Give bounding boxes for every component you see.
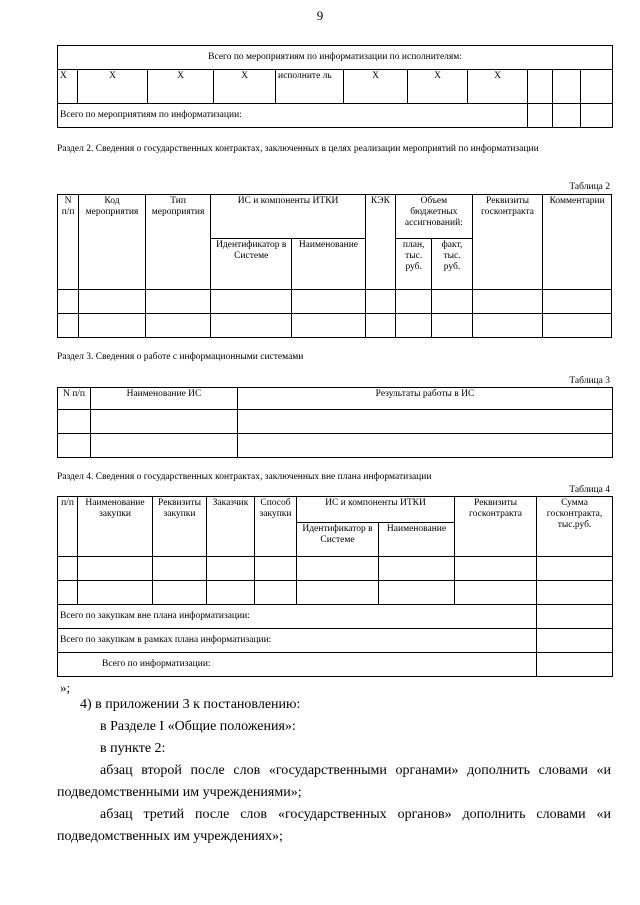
table-cell: X <box>468 70 528 104</box>
table-cell <box>581 70 613 104</box>
table-cell: X <box>58 70 78 104</box>
header-identifier: Идентификатор в Системе <box>297 523 379 557</box>
table-cell: X <box>344 70 408 104</box>
header-type: Тип мероприятия <box>145 195 211 290</box>
amendment-paragraph-2: абзац второй после слов «государственными органами» дополнить словами «и подведомственными им учреждениями»; <box>57 763 611 800</box>
total-row <box>58 629 613 653</box>
header-name: Наименование <box>379 523 455 557</box>
header-n: N п/п <box>58 388 91 410</box>
header-kek: КЭК <box>365 195 395 290</box>
total-row <box>58 605 613 629</box>
table-row <box>58 434 613 458</box>
section-2-title: Раздел 2. Сведения о государственных контрактах, заключенных в целях реализации мероприятий по информатизации <box>57 144 539 154</box>
table-row <box>58 70 613 104</box>
header-method: Способ закупки <box>255 497 297 557</box>
table-cell <box>528 104 553 128</box>
section-4-title: Раздел 4. Сведения о государственных контрактах, заключенных вне плана информатизации <box>57 472 432 482</box>
header-sum: Сумма госконтракта, тыс.руб. <box>537 497 613 557</box>
section-3-title: Раздел 3. Сведения о работе с информационными системами <box>57 352 304 362</box>
table-cell: X <box>78 70 148 104</box>
page-number: 9 <box>316 8 324 23</box>
table-2 <box>57 194 612 338</box>
header-purchase-name: Наименование закупки <box>78 497 153 557</box>
header-identifier: Идентификатор в Системе <box>211 239 292 290</box>
table1-header: Всего по мероприятиям по информатизации по исполнителям: <box>58 46 613 70</box>
table1-total: Всего по мероприятиям по информатизации: <box>58 104 528 128</box>
header-is: ИС и компоненты ИТКИ <box>297 497 455 523</box>
header-plan: план, тыс. руб. <box>396 239 432 290</box>
table-cell <box>553 104 581 128</box>
table-cell <box>581 104 613 128</box>
table-cell: X <box>408 70 468 104</box>
table-cell: исполните ль <box>276 70 344 104</box>
header-name: Наименование <box>292 239 366 290</box>
header-is-name: Наименование ИС <box>91 388 238 410</box>
header-requisites: Реквизиты госконтракта <box>472 195 543 290</box>
table-cell: X <box>148 70 214 104</box>
table-row <box>58 314 612 338</box>
header-fact: факт, тыс. руб. <box>432 239 472 290</box>
table-row <box>58 290 612 314</box>
header-n: п/п <box>58 497 78 557</box>
table-cell: X <box>214 70 276 104</box>
closing-quote: »; <box>60 680 71 695</box>
table-3-label: Таблица 3 <box>569 376 610 386</box>
header-n: N п/п <box>58 195 79 290</box>
table-2-label: Таблица 2 <box>569 182 610 192</box>
header-results: Результаты работы в ИС <box>238 388 613 410</box>
header-customer: Заказчик <box>207 497 255 557</box>
table-row <box>58 581 613 605</box>
header-requisites: Реквизиты госконтракта <box>455 497 537 557</box>
table-1-continuation <box>57 45 613 128</box>
total-outside-plan: Всего по закупкам вне плана информатизации: <box>58 605 537 629</box>
amendment-point-2: в пункте 2: <box>100 741 166 756</box>
table-row <box>58 410 613 434</box>
header-comments: Комментарии <box>543 195 612 290</box>
total-informatization: Всего по информатизации: <box>58 653 537 677</box>
table-3 <box>57 387 613 458</box>
table-4-label: Таблица 4 <box>569 485 610 495</box>
table-4 <box>57 496 613 677</box>
table-cell <box>528 70 553 104</box>
header-volume: Объем бюджетных ассигнований: <box>396 195 473 239</box>
total-within-plan: Всего по закупкам в рамках плана информатизации: <box>58 629 537 653</box>
total-row <box>58 653 613 677</box>
table-cell <box>553 70 581 104</box>
header-purchase-req: Реквизиты закупки <box>153 497 207 557</box>
header-is: ИС и компоненты ИТКИ <box>211 195 365 239</box>
amendment-item-4: 4) в приложении 3 к постановлению: <box>80 697 301 712</box>
header-code: Код мероприятия <box>79 195 146 290</box>
amendment-paragraph-3: абзац третий после слов «государственных органов» дополнить словами «и подведомственных им учреждениях»; <box>57 807 611 844</box>
amendment-section-1: в Разделе I «Общие положения»: <box>100 719 296 734</box>
table-row <box>58 557 613 581</box>
